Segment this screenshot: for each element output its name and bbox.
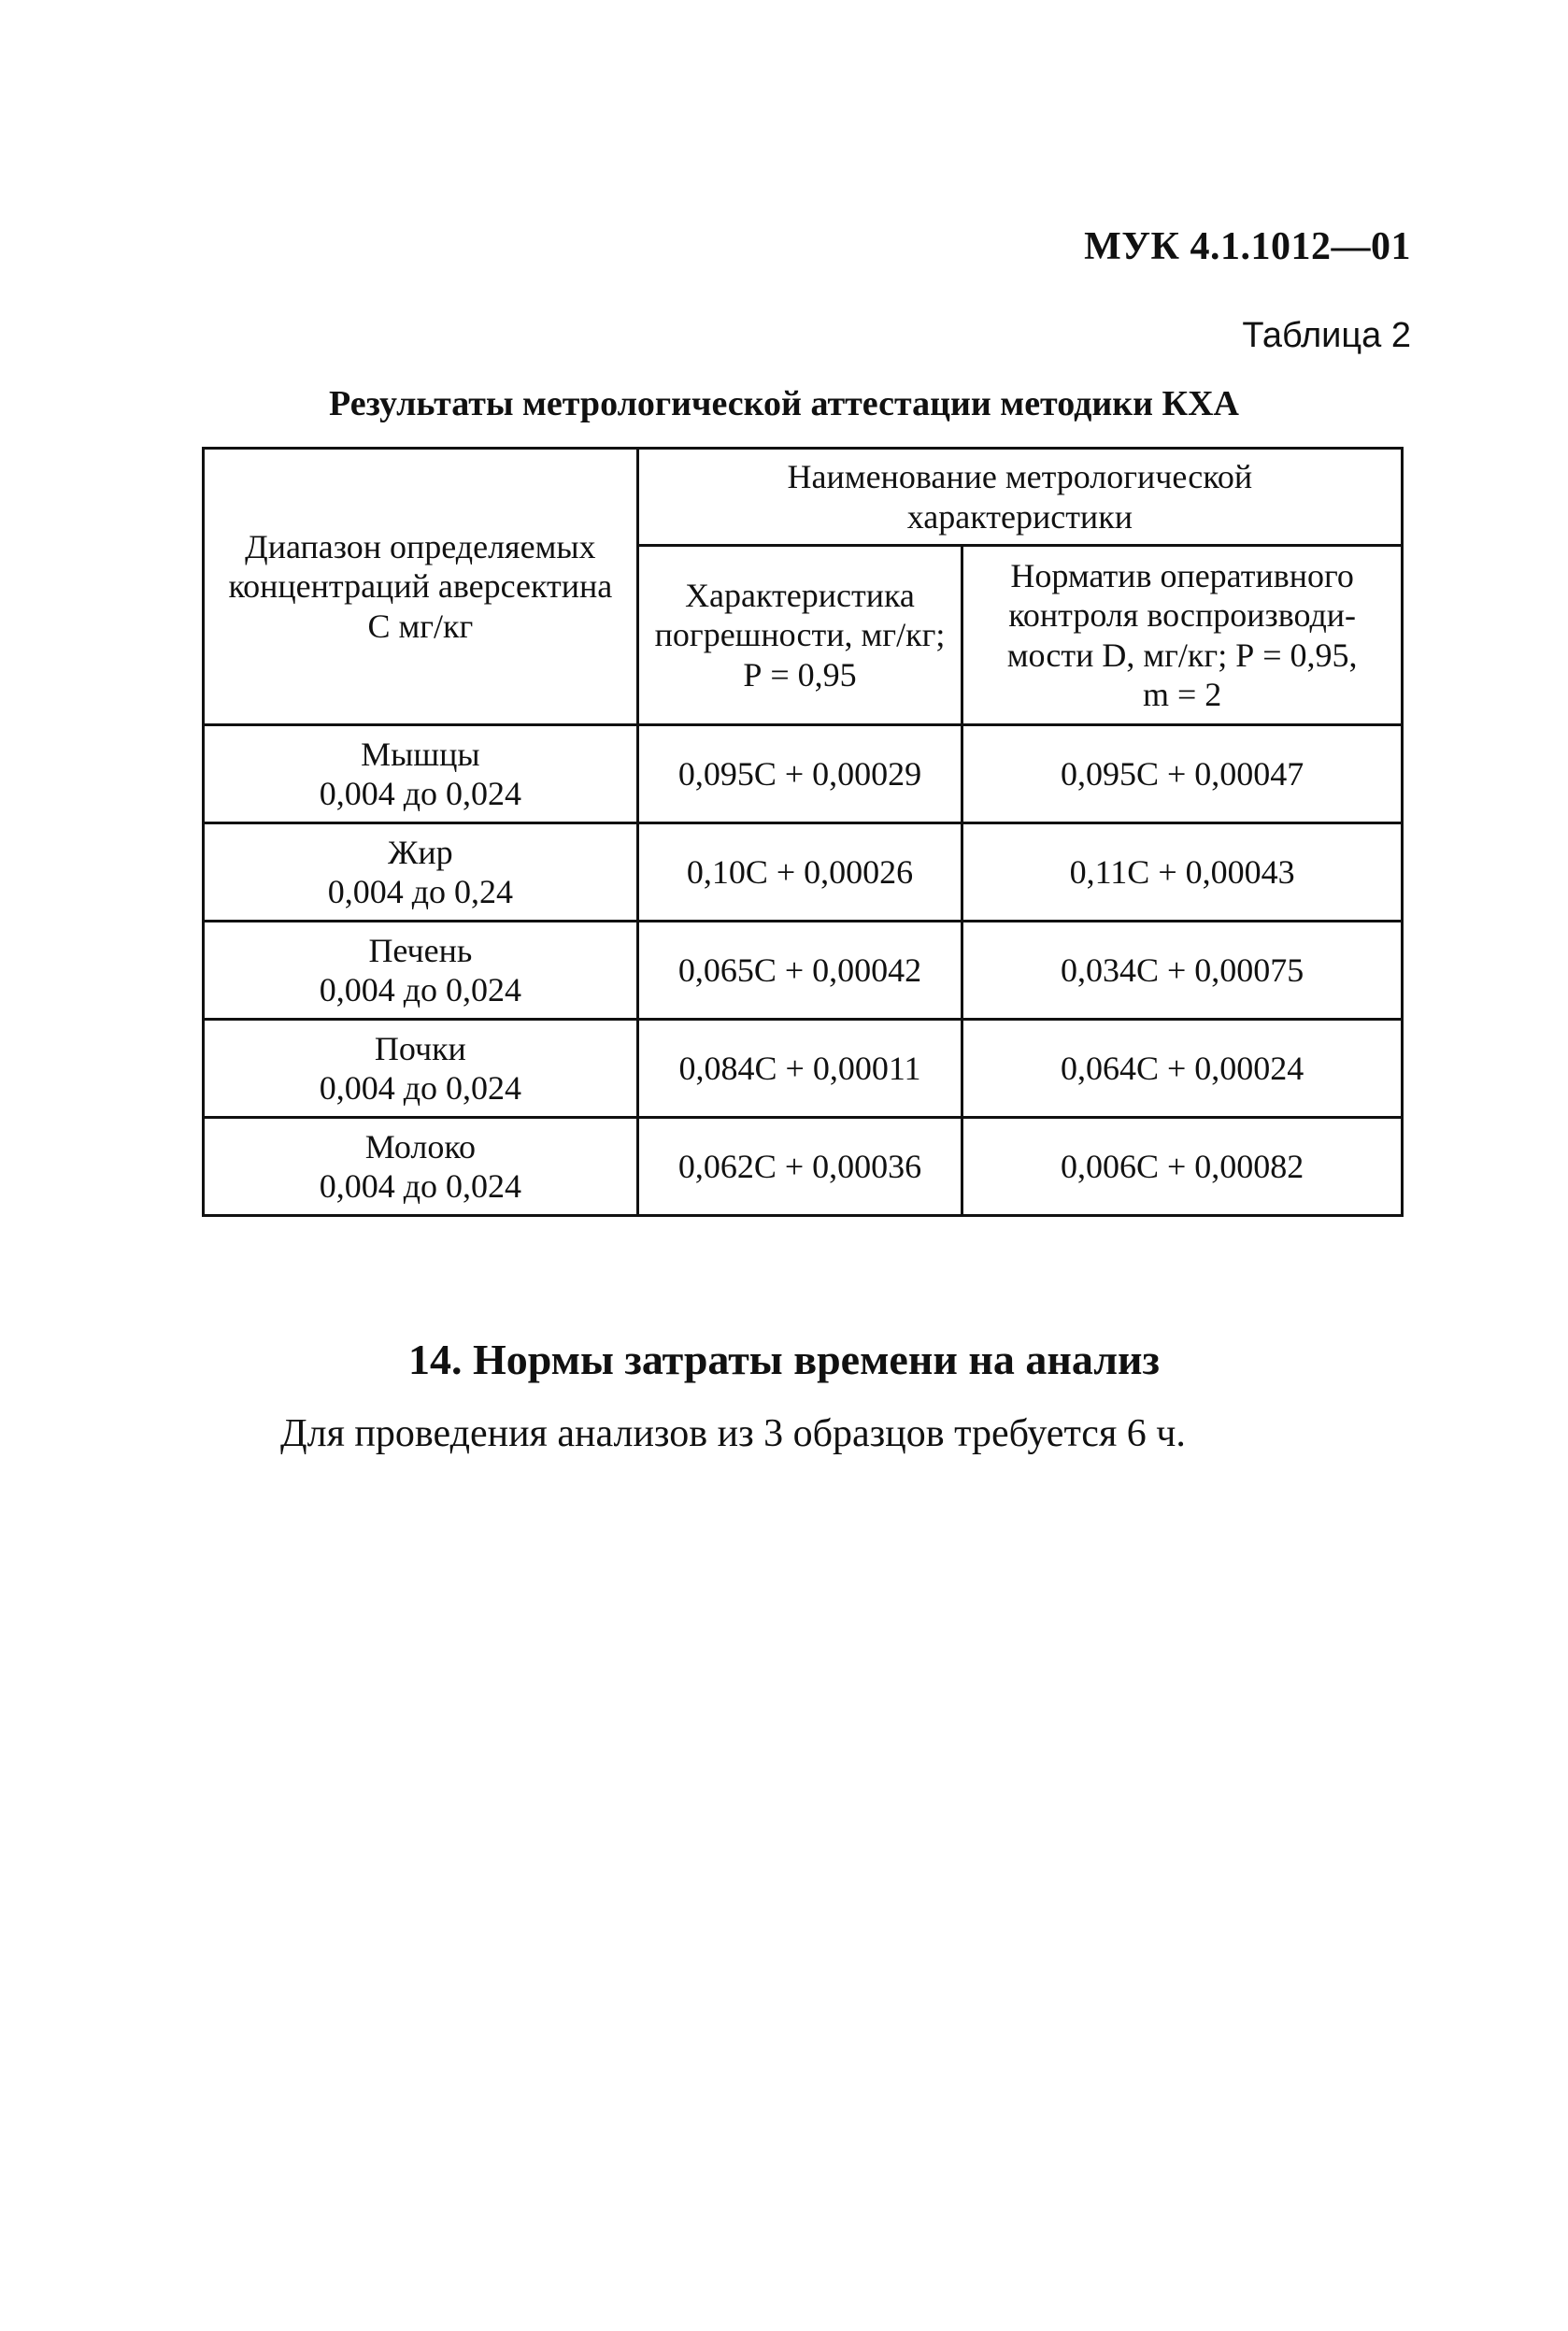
range-cell	[204, 1118, 638, 1216]
table-row	[204, 725, 1403, 823]
header-error-line: Характеристика	[685, 576, 915, 614]
results-table	[202, 447, 1404, 1217]
matrix-name: Почки	[374, 1029, 466, 1067]
header-reproducibility-norm	[962, 546, 1403, 725]
range-cell	[204, 823, 638, 922]
concentration-range: 0,004 до 0,024	[319, 1069, 522, 1107]
table-row	[204, 1118, 1403, 1216]
header-norm-line: Норматив оперативного	[1010, 556, 1354, 594]
norm-cell: 0,11С + 0,00043	[962, 823, 1403, 922]
concentration-range: 0,004 до 0,024	[319, 971, 522, 1008]
concentration-range: 0,004 до 0,24	[327, 873, 514, 910]
table-number: Таблица 2	[1242, 316, 1411, 355]
header-range-line: Диапазон определяемых	[245, 527, 596, 565]
matrix-name: Жир	[388, 833, 453, 871]
header-group-line: характеристики	[906, 497, 1133, 536]
table-row	[204, 922, 1403, 1020]
header-error-characteristic	[637, 546, 962, 725]
error-cell: 0,10С + 0,00026	[637, 823, 962, 922]
header-norm-line: m = 2	[1142, 675, 1222, 713]
concentration-range: 0,004 до 0,024	[319, 1167, 522, 1205]
header-error-line: Р = 0,95	[743, 655, 857, 694]
concentration-range: 0,004 до 0,024	[319, 775, 522, 812]
matrix-name: Молоко	[364, 1127, 476, 1166]
table-header-row	[204, 449, 1403, 546]
section-text: Для проведения анализов из 3 образцов требуется 6 ч.	[280, 1412, 1186, 1455]
error-cell: 0,062С + 0,00036	[637, 1118, 962, 1216]
norm-cell: 0,006С + 0,00082	[962, 1118, 1403, 1216]
header-norm-line: мости D, мг/кг; Р = 0,95,	[1006, 636, 1358, 674]
section-heading: 14. Нормы затраты времени на анализ	[407, 1336, 1161, 1383]
header-range-line: концентраций аверсектина	[228, 567, 613, 606]
header-group-line: Наименование метрологической	[787, 458, 1253, 496]
header-range-line: С мг/кг	[367, 607, 474, 645]
matrix-name: Мышцы	[361, 735, 480, 773]
table-row	[204, 1020, 1403, 1118]
document-code: МУК 4.1.1012—01	[1084, 225, 1411, 268]
norm-cell: 0,064С + 0,00024	[962, 1020, 1403, 1118]
norm-cell: 0,034С + 0,00075	[962, 922, 1403, 1020]
header-error-line: погрешности, мг/кг;	[654, 616, 946, 654]
matrix-name: Печень	[368, 931, 473, 969]
error-cell: 0,065С + 0,00042	[637, 922, 962, 1020]
norm-cell: 0,095С + 0,00047	[962, 725, 1403, 823]
header-group	[637, 449, 1402, 546]
range-cell	[204, 1020, 638, 1118]
range-cell	[204, 922, 638, 1020]
table-row	[204, 823, 1403, 922]
table-caption: Результаты метрологической аттестации методики КХА	[329, 384, 1239, 423]
error-cell: 0,095С + 0,00029	[637, 725, 962, 823]
header-norm-line: контроля воспроизводи-	[1008, 596, 1357, 635]
header-range	[204, 449, 638, 725]
error-cell: 0,084С + 0,00011	[637, 1020, 962, 1118]
range-cell	[204, 725, 638, 823]
